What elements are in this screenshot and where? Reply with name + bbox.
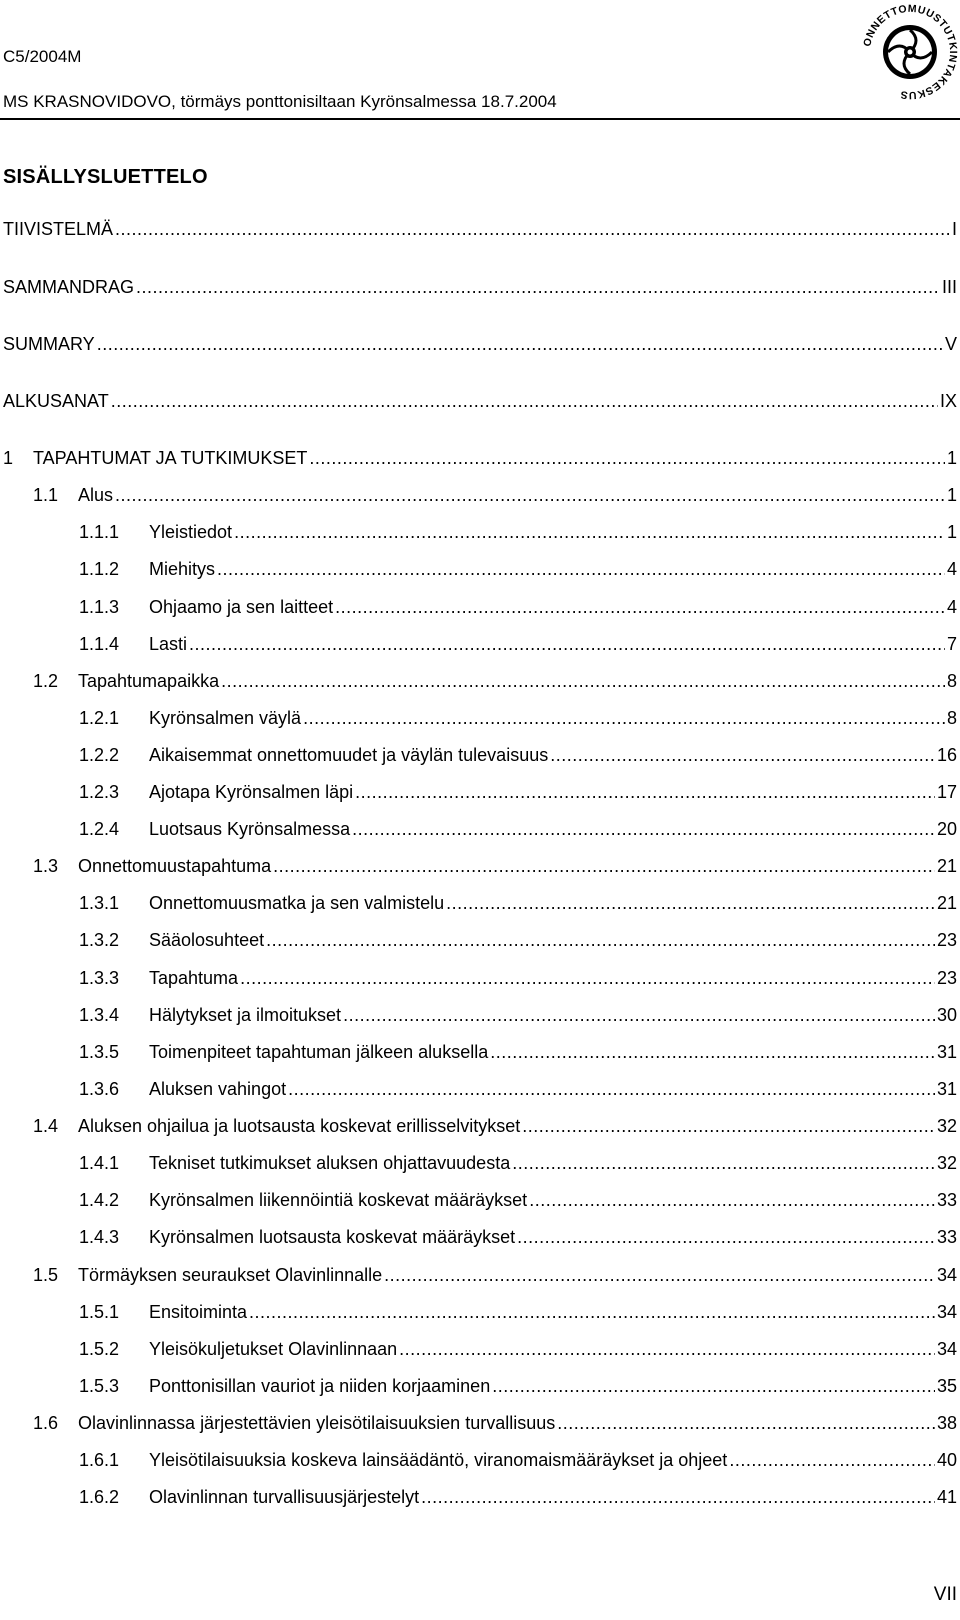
toc-entry-page: 31 (936, 1079, 957, 1099)
toc-entry-number: 1.4.3 (79, 1227, 120, 1247)
toc-entry-title: Ensitoiminta (149, 1302, 248, 1322)
toc-entry-title: SUMMARY (3, 334, 95, 354)
toc-entry[interactable] (3, 214, 957, 240)
toc-entry-title: Toimenpiteet tapahtuman jälkeen aluksella (149, 1042, 489, 1062)
report-id: C5/2004M (3, 47, 82, 66)
toc-entry-title: ALKUSANAT (3, 391, 109, 411)
toc-entry-title: SAMMANDRAG (3, 277, 135, 297)
toc-entry-page: 17 (936, 782, 957, 802)
dot-leader (343, 1004, 935, 1026)
toc-entry-page: 32 (936, 1116, 957, 1136)
toc-entry-page: 34 (936, 1302, 957, 1322)
dot-leader (115, 484, 945, 506)
toc-entry-page: 20 (936, 819, 957, 839)
toc-entry-title: Tapahtuma (149, 968, 239, 988)
toc-entry-title: Lasti (149, 634, 188, 654)
toc-entry-page: 32 (936, 1153, 957, 1173)
toc-entry-number: 1.2.1 (79, 708, 120, 728)
toc-entry-page: III (941, 277, 957, 297)
toc-entry-page: 8 (946, 671, 957, 691)
toc-entry-number: 1.3.6 (79, 1079, 120, 1099)
toc-heading: SISÄLLYSLUETTELO (3, 166, 208, 188)
toc-entry-page: V (944, 334, 957, 354)
dot-leader (249, 1301, 935, 1323)
dot-leader (288, 1078, 935, 1100)
toc-entry-number: 1.1 (33, 485, 59, 505)
dot-leader (446, 892, 935, 914)
dot-leader (557, 1412, 935, 1434)
toc-entry-title: Alus (78, 485, 114, 505)
toc-entry[interactable] (79, 1334, 957, 1360)
toc-entry-page: 41 (936, 1487, 957, 1507)
toc-entry-title: Yleisötilaisuuksia koskeva lainsäädäntö, viranomaismääräykset ja ohjeet (149, 1450, 728, 1470)
toc-entry-title: Yleistiedot (149, 522, 233, 542)
toc-entry[interactable] (79, 629, 957, 655)
toc-entry[interactable] (79, 1148, 957, 1174)
dot-leader (303, 707, 945, 729)
toc-entry-title: TIIVISTELMÄ (3, 219, 114, 239)
toc-entry[interactable] (79, 1222, 957, 1248)
dot-leader (115, 218, 950, 240)
dot-leader (352, 818, 935, 840)
toc-entry[interactable] (79, 1185, 957, 1211)
toc-entry-page: 38 (936, 1413, 957, 1433)
dot-leader (97, 333, 943, 355)
toc-entry-title: Olavinlinnan turvallisuusjärjestelyt (149, 1487, 420, 1507)
toc-entry[interactable] (33, 1408, 957, 1434)
toc-entry-number: 1.1.4 (79, 634, 120, 654)
toc-entry-page: 1 (946, 485, 957, 505)
toc-entry[interactable] (79, 1482, 957, 1508)
toc-entry-number: 1.4 (33, 1116, 59, 1136)
toc-entry-title: Törmäyksen seuraukset Olavinlinnalle (78, 1265, 383, 1285)
dot-leader (273, 855, 935, 877)
dot-leader (522, 1115, 935, 1137)
toc-entry-title: Yleisökuljetukset Olavinlinnaan (149, 1339, 398, 1359)
toc-entry-page: 33 (936, 1190, 957, 1210)
dot-leader (550, 744, 935, 766)
toc-entry[interactable] (3, 443, 957, 469)
toc-entry-page: 40 (936, 1450, 957, 1470)
toc-entry-page: IX (939, 391, 957, 411)
toc-entry-title: Olavinlinnassa järjestettävien yleisötilaisuuksien turvallisuus (78, 1413, 556, 1433)
toc-entry-page: 16 (936, 745, 957, 765)
toc-entry-number: 1.2.4 (79, 819, 120, 839)
dot-leader (234, 521, 945, 543)
toc-entry[interactable] (79, 1445, 957, 1471)
toc-entry-number: 1.4.1 (79, 1153, 120, 1173)
toc-entry-number: 1.2 (33, 671, 59, 691)
toc-entry-title: Hälytykset ja ilmoitukset (149, 1005, 342, 1025)
dot-leader (221, 670, 945, 692)
toc-entry-title: Tapahtumapaikka (78, 671, 220, 691)
toc-entry-title: Tekniset tutkimukset aluksen ohjattavuudesta (149, 1153, 511, 1173)
toc-entry-number: 1.5 (33, 1265, 59, 1285)
toc-entry-page: 21 (936, 856, 957, 876)
toc-entry-page: 4 (946, 597, 957, 617)
toc-entry[interactable] (79, 554, 957, 580)
toc-entry[interactable] (33, 1260, 957, 1286)
toc-entry[interactable] (79, 740, 957, 766)
dot-leader (517, 1226, 935, 1248)
dot-leader (355, 781, 935, 803)
toc-entry[interactable] (79, 777, 957, 803)
toc-entry-number: 1 (3, 448, 14, 468)
toc-entry-number: 1.2.2 (79, 745, 120, 765)
dot-leader (492, 1375, 935, 1397)
toc-entry-number: 1.3.3 (79, 968, 120, 988)
toc-entry-number: 1.5.2 (79, 1339, 120, 1359)
toc-entry-page: 30 (936, 1005, 957, 1025)
toc-entry-title: Aikaisemmat onnettomuudet ja väylän tulevaisuus (149, 745, 549, 765)
toc-entry-number: 1.3 (33, 856, 59, 876)
toc-entry-page: 1 (946, 448, 957, 468)
toc-entry-page: 23 (936, 930, 957, 950)
toc-entry-page: 34 (936, 1265, 957, 1285)
toc-entry-page: 21 (936, 893, 957, 913)
toc-entry[interactable] (79, 1000, 957, 1026)
toc-entry-page: I (951, 219, 957, 239)
toc-entry-page: 23 (936, 968, 957, 988)
dot-leader (240, 967, 935, 989)
toc-entry-title: Sääolosuhteet (149, 930, 265, 950)
dot-leader (335, 596, 945, 618)
toc-entry-title: Ajotapa Kyrönsalmen läpi (149, 782, 354, 802)
toc-entry-title: Ohjaamo ja sen laitteet (149, 597, 334, 617)
toc-entry[interactable] (79, 1371, 957, 1397)
toc-entry[interactable] (3, 272, 957, 298)
dot-leader (529, 1189, 935, 1211)
toc-entry-page: 8 (946, 708, 957, 728)
toc-entry-title: Aluksen vahingot (149, 1079, 287, 1099)
dot-leader (421, 1486, 935, 1508)
toc-entry-page: 7 (946, 634, 957, 654)
toc-entry[interactable] (79, 592, 957, 618)
toc-entry[interactable] (79, 1297, 957, 1323)
report-title: MS KRASNOVIDOVO, törmäys ponttonisiltaan Kyrönsalmessa 18.7.2004 (3, 92, 557, 111)
toc-entry-title: Kyrönsalmen luotsausta koskevat määräykset (149, 1227, 516, 1247)
toc-entry[interactable] (3, 329, 957, 355)
toc-entry-number: 1.6.2 (79, 1487, 120, 1507)
toc-entry[interactable] (33, 851, 957, 877)
toc-entry-number: 1.1.1 (79, 522, 120, 542)
toc-entry-number: 1.3.1 (79, 893, 120, 913)
toc-entry-page: 34 (936, 1339, 957, 1359)
toc-entry[interactable] (79, 888, 957, 914)
toc-entry-number: 1.3.2 (79, 930, 120, 950)
toc-entry[interactable] (3, 386, 957, 412)
dot-leader (136, 276, 940, 298)
toc-entry[interactable] (79, 703, 957, 729)
toc-entry-title: Ponttonisillan vauriot ja niiden korjaaminen (149, 1376, 491, 1396)
toc-entry-title: Aluksen ohjailua ja luotsausta koskevat erillisselvitykset (78, 1116, 521, 1136)
toc-entry[interactable] (79, 517, 957, 543)
dot-leader (384, 1264, 935, 1286)
toc-entry-number: 1.6.1 (79, 1450, 120, 1470)
toc-entry-number: 1.1.3 (79, 597, 120, 617)
dot-leader (399, 1338, 935, 1360)
toc-entry-title: TAPAHTUMAT JA TUTKIMUKSET (33, 448, 308, 468)
svg-text:ONNETTOMUUSTUTKINTAKESKUS: ONNETTOMUUSTUTKINTAKESKUS (861, 2, 960, 102)
toc-entry-number: 1.1.2 (79, 559, 120, 579)
toc-entry[interactable] (79, 814, 957, 840)
toc-entry-number: 1.6 (33, 1413, 59, 1433)
toc-entry[interactable] (33, 480, 957, 506)
toc-entry[interactable] (33, 666, 957, 692)
toc-entry-number: 1.4.2 (79, 1190, 120, 1210)
dot-leader (512, 1152, 935, 1174)
dot-leader (309, 447, 945, 469)
toc-entry-title: Kyrönsalmen liikennöintiä koskevat määräykset (149, 1190, 528, 1210)
toc-entry-title: Kyrönsalmen väylä (149, 708, 302, 728)
toc-entry-number: 1.5.1 (79, 1302, 120, 1322)
dot-leader (729, 1449, 935, 1471)
dot-leader (266, 929, 935, 951)
toc-entry[interactable] (79, 963, 957, 989)
toc-entry-title: Miehitys (149, 559, 216, 579)
dot-leader (111, 390, 938, 412)
toc-entry-page: 31 (936, 1042, 957, 1062)
toc-entry-number: 1.5.3 (79, 1376, 120, 1396)
toc-entry-page: 4 (946, 559, 957, 579)
dot-leader (189, 633, 945, 655)
toc-entry-title: Luotsaus Kyrönsalmessa (149, 819, 351, 839)
toc-entry-number: 1.3.5 (79, 1042, 120, 1062)
toc-entry-number: 1.3.4 (79, 1005, 120, 1025)
toc-entry-title: Onnettomuustapahtuma (78, 856, 272, 876)
toc-entry-page: 33 (936, 1227, 957, 1247)
toc-entry[interactable] (79, 925, 957, 951)
toc-entry[interactable] (79, 1074, 957, 1100)
toc-entry[interactable] (79, 1037, 957, 1063)
toc-entry-title: Onnettomuusmatka ja sen valmistelu (149, 893, 445, 913)
dot-leader (217, 558, 945, 580)
toc-entry-page: 35 (936, 1376, 957, 1396)
toc-entry[interactable] (33, 1111, 957, 1137)
page-number: VII (933, 1584, 957, 1605)
dot-leader (490, 1041, 935, 1063)
toc-entry-number: 1.2.3 (79, 782, 120, 802)
toc-entry-page: 1 (946, 522, 957, 542)
